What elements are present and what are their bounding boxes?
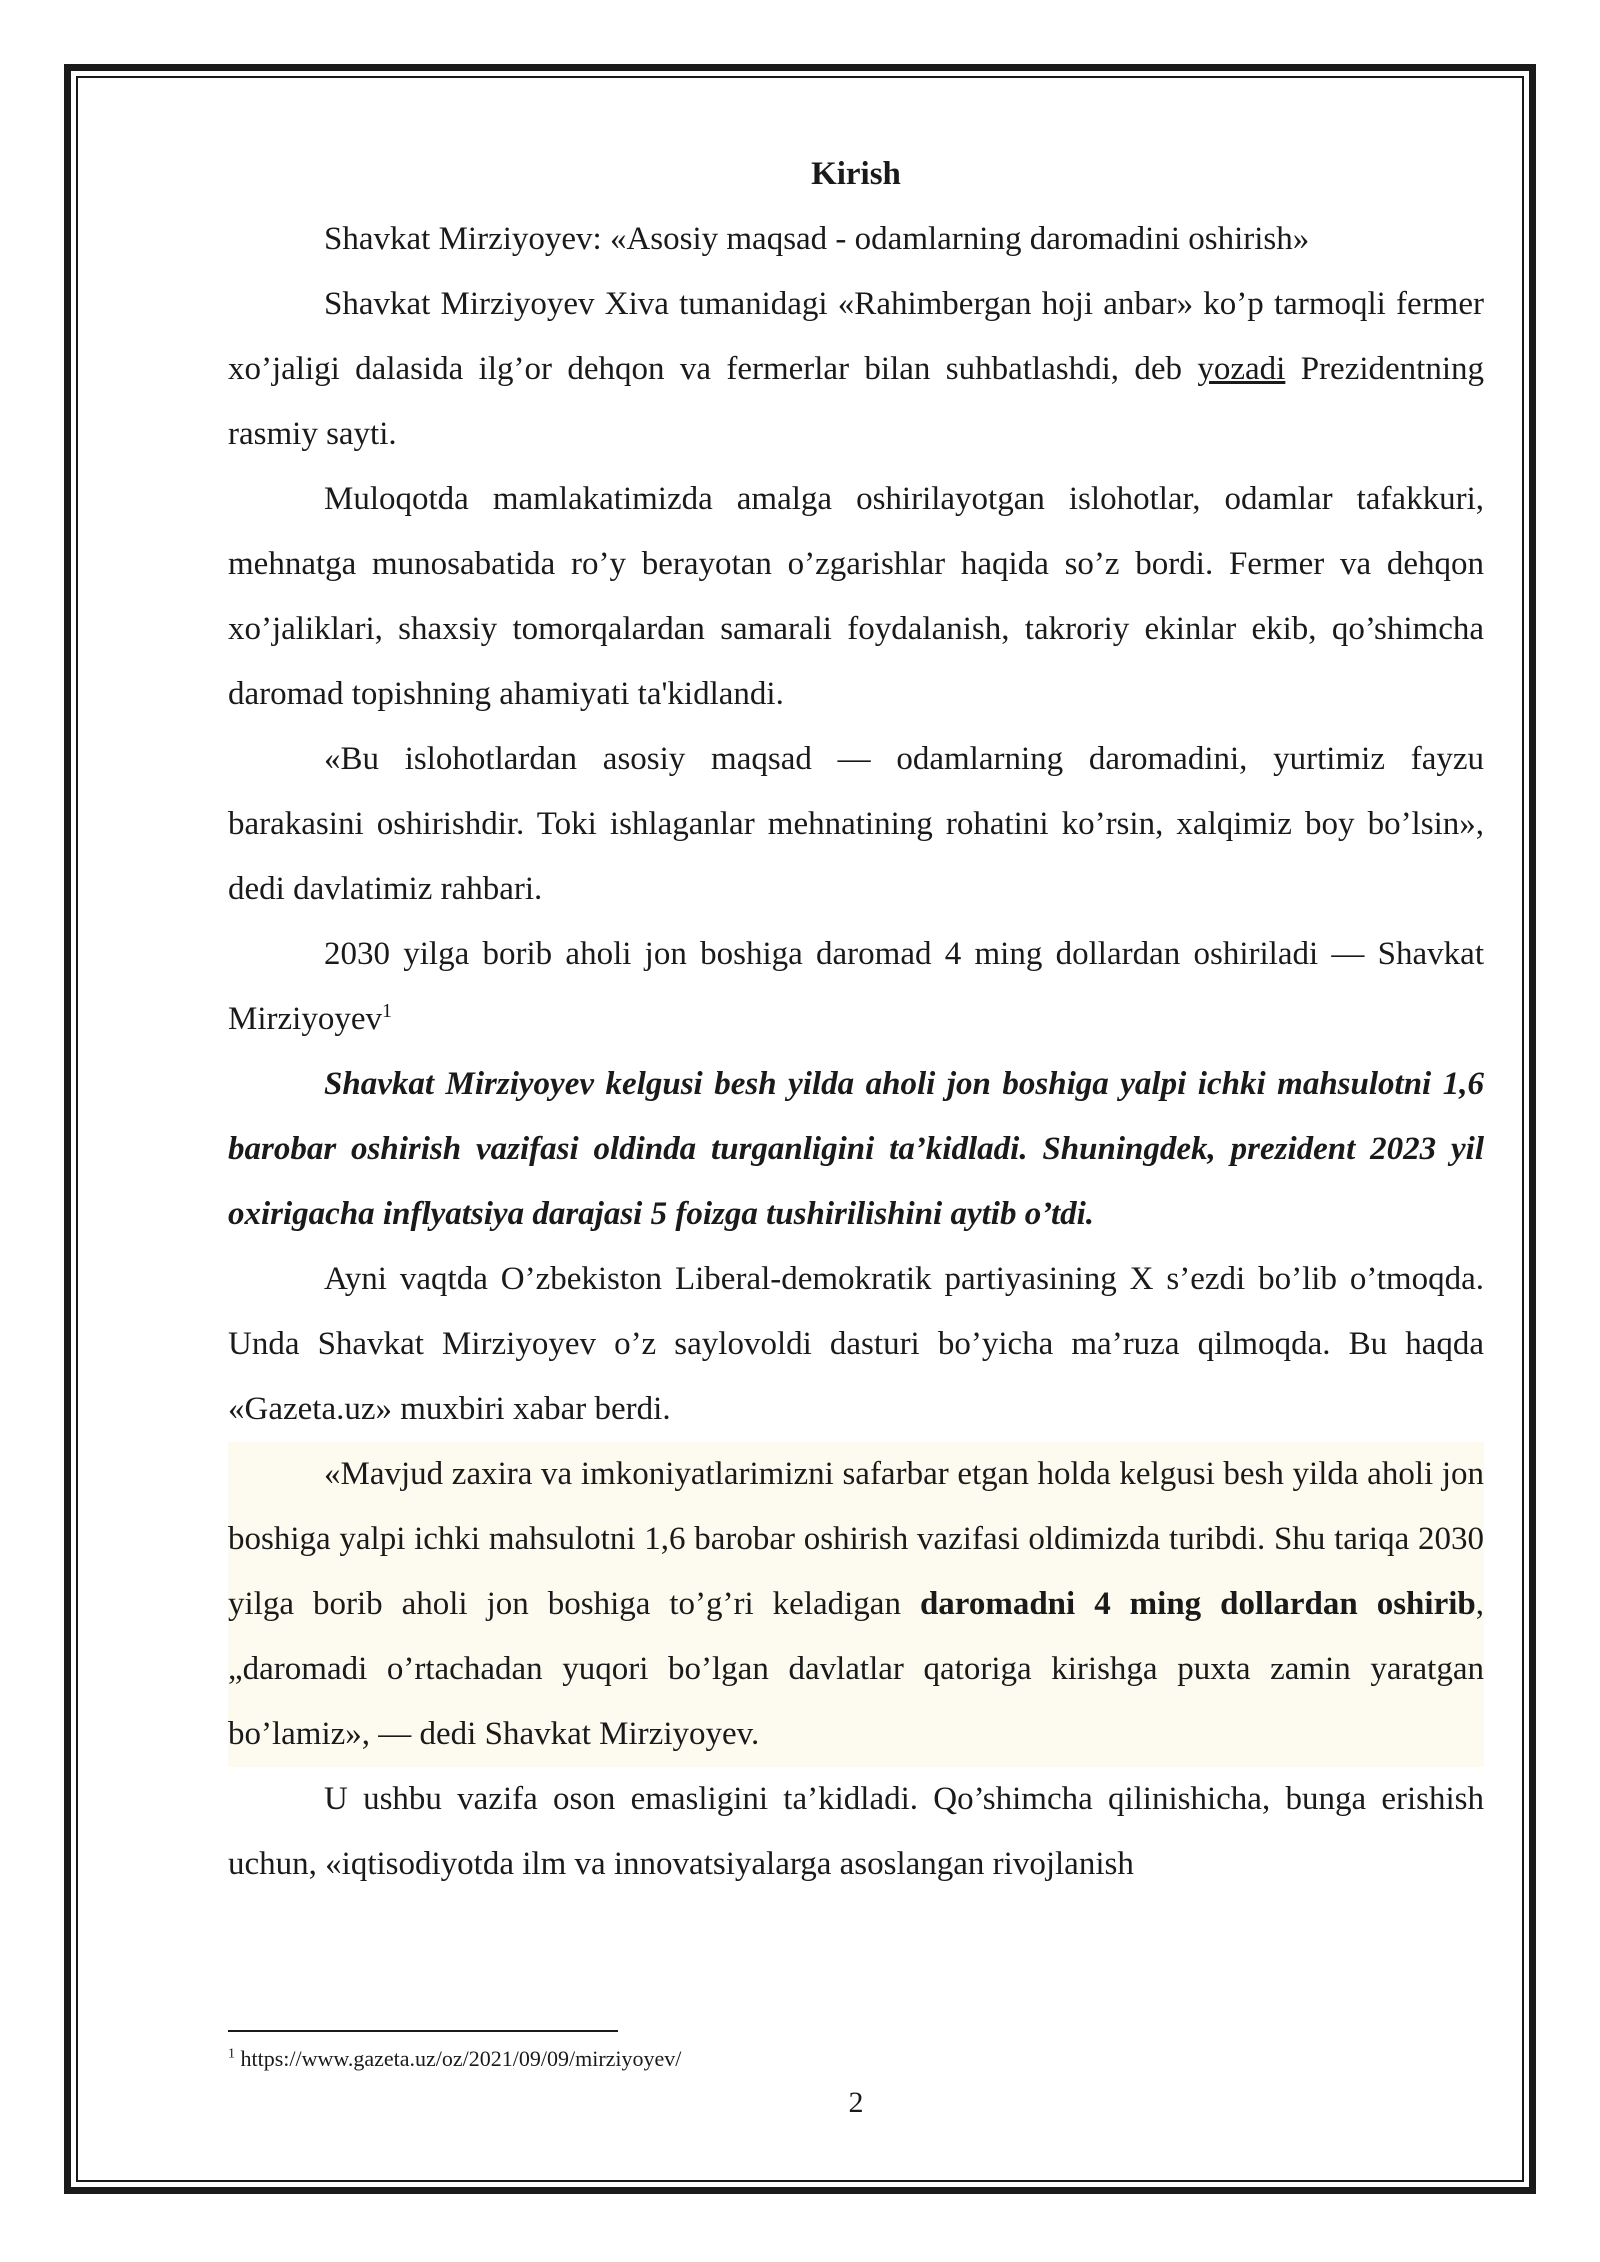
paragraph-3: Muloqotda mamlakatimizda amalga oshirilayotgan islohotlar, odamlar tafakkuri, mehnatga munosabatida ro’y berayotan o’zgarishlar haqida so’z bordi. Fermer va dehqon xo’jaliklari, shaxsiy tomorqalardan samarali foydalanish, takroriy ekinlar ekib, qo’shimcha daromad topishning ahamiyati ta'kidlandi. [228, 481, 1484, 712]
paragraph-8-text: «Mavjud zaxira va imkoniyatlarimizni safarbar etgan holda kelgusi besh yilda aholi jon boshiga yalpi ichki mahsulotni 1,6 barobar oshirish vazifasi oldimizda turibdi. Shu tariqa 2030 yilga borib aholi jon boshiga to’g’ri keladigan [228, 1456, 1484, 1622]
paragraph-2-tail: Prezidentning rasmiy sayti. [228, 351, 1484, 452]
footnote-url[interactable]: https://www.gazeta.uz/oz/2021/09/09/mirziyoyev/ [235, 2046, 682, 2071]
paragraph-8-tail: , „daromadi o’rtachadan yuqori bo’lgan davlatlar qatoriga kirishga puxta zamin yaratgan bo’lamiz», — dedi Shavkat Mirziyoyev. [228, 1586, 1484, 1752]
paragraph-5 [228, 922, 1484, 1052]
paragraph-9: U ushbu vazifa oson emasligini ta’kidladi. Qo’shimcha qilinishicha, bunga erishish uchun, «iqtisodiyotda ilm va innovatsiyalarga asoslangan rivojlanish [228, 1781, 1484, 1882]
footnote [228, 2046, 681, 2072]
paragraph-8-bold: daromadni 4 ming dollardan oshirib [919, 1586, 1476, 1622]
paragraph-2 [228, 272, 1484, 467]
paragraph-8-quote [228, 1442, 1484, 1767]
paragraph-7: Ayni vaqtda O’zbekiston Liberal-demokratik partiyasining X s’ezdi bo’lib o’tmoqda. Unda Shavkat Mirziyoyev o’z saylovoldi dasturi bo’yicha ma’ruza qilmoqda. Bu haqda «Gazeta.uz» muxbiri xabar berdi. [228, 1261, 1484, 1427]
document-body [228, 142, 1484, 1897]
source-link[interactable]: yozadi [1197, 351, 1286, 387]
paragraph-6-emphasis: Shavkat Mirziyoyev kelgusi besh yilda aholi jon boshiga yalpi ichki mahsulotni 1,6 barobar oshirish vazifasi oldinda turganligini ta’kidladi. Shuningdek, prezident 2023 yil oxirigacha inflyatsiya darajasi 5 foizga tushirilishini aytib o’tdi. [228, 1066, 1484, 1232]
footnote-reference[interactable]: 1 [381, 1000, 392, 1022]
footnote-separator [228, 2030, 618, 2032]
document-title: Kirish [811, 156, 901, 192]
page-number: 2 [848, 2086, 864, 2119]
paragraph-1: Shavkat Mirziyoyev: «Asosiy maqsad - odamlarning daromadini oshirish» [324, 221, 1310, 257]
paragraph-2-text: Shavkat Mirziyoyev Xiva tumanidagi «Rahimbergan hoji anbar» ko’p tarmoqli fermer xo’jaligi dalasida ilg’or dehqon va fermerlar bilan suhbatlashdi, deb [228, 286, 1484, 387]
footnote-number: 1 [228, 2046, 235, 2062]
paragraph-5-text: 2030 yilga borib aholi jon boshiga daromad 4 ming dollardan oshiriladi — Shavkat Mirziyoyev [228, 936, 1484, 1037]
paragraph-4: «Bu islohotlardan asosiy maqsad — odamlarning daromadini, yurtimiz fayzu barakasini oshirishdir. Toki ishlaganlar mehnatining rohatini ko’rsin, xalqimiz boy bo’lsin», dedi davlatimiz rahbari. [228, 741, 1484, 907]
